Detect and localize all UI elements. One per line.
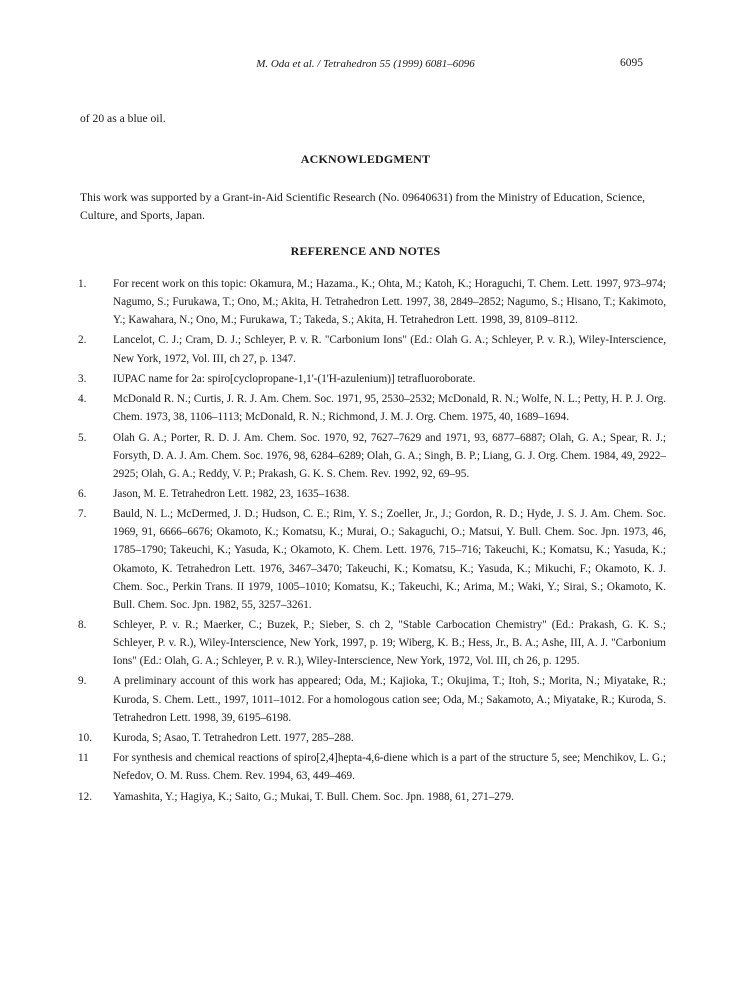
- reference-text: Yamashita, Y.; Hagiya, K.; Saito, G.; Mukai, T. Bull. Chem. Soc. Jpn. 1988, 61, 271–279.: [113, 790, 514, 803]
- reference-text: For recent work on this topic: Okamura, M.; Hazama., K.; Ohta, M.; Katoh, K.; Horaguchi, T. Chem. Lett. 1997, 973–974; Nagumo, S.; Furukawa, T.; Ono, M.; Akita, H. Tetrahedron Lett. 1997, 38, 2849–2852; Nagumo, S.; Hisano, T.; Kakimoto, Y.; Kawahara, N.; Ono, M.; Furukawa, T.; Takeda, S.; Akita, H. Tetrahedron Lett. 1998, 39, 8109–8112.: [113, 278, 666, 327]
- page-header: [0, 58, 731, 74]
- reference-item: [78, 788, 666, 806]
- reference-text: A preliminary account of this work has appeared; Oda, M.; Kajioka, T.; Okujima, T.; Itoh, S.; Morita, N.; Miyatake, R.; Kuroda, S. Chem. Lett., 1997, 1011–1012. For a homologous cation see; Oda, M.; Sakamoto, A.; Miyatake, R.; Kuroda, S. Tetrahedron Lett. 1998, 39, 6195–6198.: [113, 675, 666, 724]
- reference-text: McDonald R. N.; Curtis, J. R. J. Am. Chem. Soc. 1971, 95, 2530–2532; McDonald, R. N.; Wolfe, N. L.; Petty, H. P. J. Org. Chem. 1973, 38, 1106–1113; McDonald, R. N.; Richmond, J. M. J. Org. Chem. 1975, 40, 1689–1694.: [113, 393, 666, 424]
- reference-text: Jason, M. E. Tetrahedron Lett. 1982, 23, 1635–1638.: [113, 487, 350, 500]
- reference-item: [78, 505, 666, 614]
- reference-item: [78, 485, 666, 503]
- reference-text: Schleyer, P. v. R.; Maerker, C.; Buzek, P.; Sieber, S. ch 2, "Stable Carbocation Chemistry" (Ed.: Prakash, G. K. S.; Schleyer, P. v. R.), Wiley-Interscience, New York, 1997, p. 19; Wiberg, K. B.; Hess, Jr., B. A.; Ashe, III, A. J. "Carbonium Ions" (Ed.: Olah, G. A.; Schleyer, P. v. R.), Wiley-Interscience, New York, 1972, Vol. III, ch 26, p. 1295.: [113, 619, 666, 668]
- reference-text: Olah G. A.; Porter, R. D. J. Am. Chem. Soc. 1970, 92, 7627–7629 and 1971, 93, 6877–6887; Olah, G. A.; Spear, R. J.; Forsyth, D. A. J. Am. Chem. Soc. 1976, 98, 6284–6289; Olah, G. A.; Singh, B. P.; Liang, G. J. Org. Chem. 1984, 49, 2922–2925; Olah, G. A.; Reddy, V. P.; Prakash, G. K. S. Chem. Rev. 1992, 92, 69–95.: [113, 431, 666, 480]
- references-heading: REFERENCE AND NOTES: [290, 244, 441, 258]
- reference-text: Kuroda, S; Asao, T. Tetrahedron Lett. 1977, 285–288.: [113, 731, 354, 744]
- reference-number: 2.: [78, 334, 87, 347]
- reference-number: 8.: [78, 619, 87, 631]
- reference-item: [78, 275, 666, 329]
- reference-text: Lancelot, C. J.; Cram, D. J.; Schleyer, P. v. R. "Carbonium Ions" (Ed.: Olah G. A.; Schleyer, P. v. R.), Wiley-Interscience, New York, 1972, Vol. III, ch 27, p. 1347.: [113, 334, 666, 365]
- reference-number: 5.: [78, 431, 87, 444]
- reference-number: 9.: [78, 675, 87, 688]
- reference-item: [78, 429, 666, 483]
- reference-number: 10.: [78, 731, 92, 744]
- reference-item: [78, 749, 666, 785]
- running-head: M. Oda et al. / Tetrahedron 55 (1999) 6081–6096: [256, 58, 475, 70]
- reference-number: 12.: [78, 790, 92, 803]
- reference-number: 1.: [78, 278, 87, 290]
- page-number: 6095: [620, 57, 643, 69]
- acknowledgment-heading: ACKNOWLEDGMENT: [300, 152, 431, 166]
- reference-number: 6.: [78, 487, 87, 500]
- reference-list: [78, 275, 666, 808]
- reference-text: For synthesis and chemical reactions of spiro[2,4]hepta-4,6-diene which is a part of the structure 5, see; Menchikov, L. G.; Nefedov, O. M. Russ. Chem. Rev. 1994, 63, 449–469.: [113, 752, 666, 783]
- reference-item: [78, 390, 666, 426]
- reference-item: [78, 616, 666, 670]
- reference-text: IUPAC name for 2a: spiro[cyclopropane-1,1'-(1'H-azulenium)] tetrafluoroborate.: [113, 372, 476, 385]
- reference-item: [78, 729, 666, 747]
- reference-item: [78, 370, 666, 388]
- reference-number: 7.: [78, 508, 87, 521]
- acknowledgment-text: This work was supported by a Grant-in-Aid Scientific Research (No. 09640631) from the Ministry of Education, Science, Culture, and Sports, Japan.: [80, 191, 646, 222]
- reference-number: 11: [78, 752, 89, 765]
- reference-text: Bauld, N. L.; McDermed, J. D.; Hudson, C. E.; Rim, Y. S.; Zoeller, Jr., J.; Gordon, R. D.; Hyde, J. S. J. Am. Chem. Soc. 1969, 91, 6666–6676; Okamoto, K.; Komatsu, K.; Murai, O.; Sakaguchi, O.; Matsui, Y. Bull. Chem. Soc. Jpn. 1973, 46, 1785–1790; Takeuchi, K.; Yasuda, K.; Okamoto, K. Chem. Lett. 1976, 715–716; Takeuchi, K.; Komatsu, K.; Yasuda, K.; Okamoto, K. Tetrahedron Lett. 1976, 3467–3470; Takeuchi, K.; Komatsu, K.; Yasuda, K.; Mikuchi, F.; Okamoto, K. J. Chem. Soc., Perkin Trans. II 1979, 1005–1010; Komatsu, K.; Takeuchi, K.; Arima, M.; Waki, Y.; Sirai, S.; Okamoto, K. Bull. Chem. Soc. Jpn. 1982, 55, 3257–3261.: [113, 508, 666, 611]
- reference-number: 4.: [78, 393, 87, 406]
- reference-item: [78, 672, 666, 726]
- reference-number: 3.: [78, 372, 87, 385]
- continuation-text: of 20 as a blue oil.: [80, 112, 166, 125]
- reference-item: [78, 331, 666, 367]
